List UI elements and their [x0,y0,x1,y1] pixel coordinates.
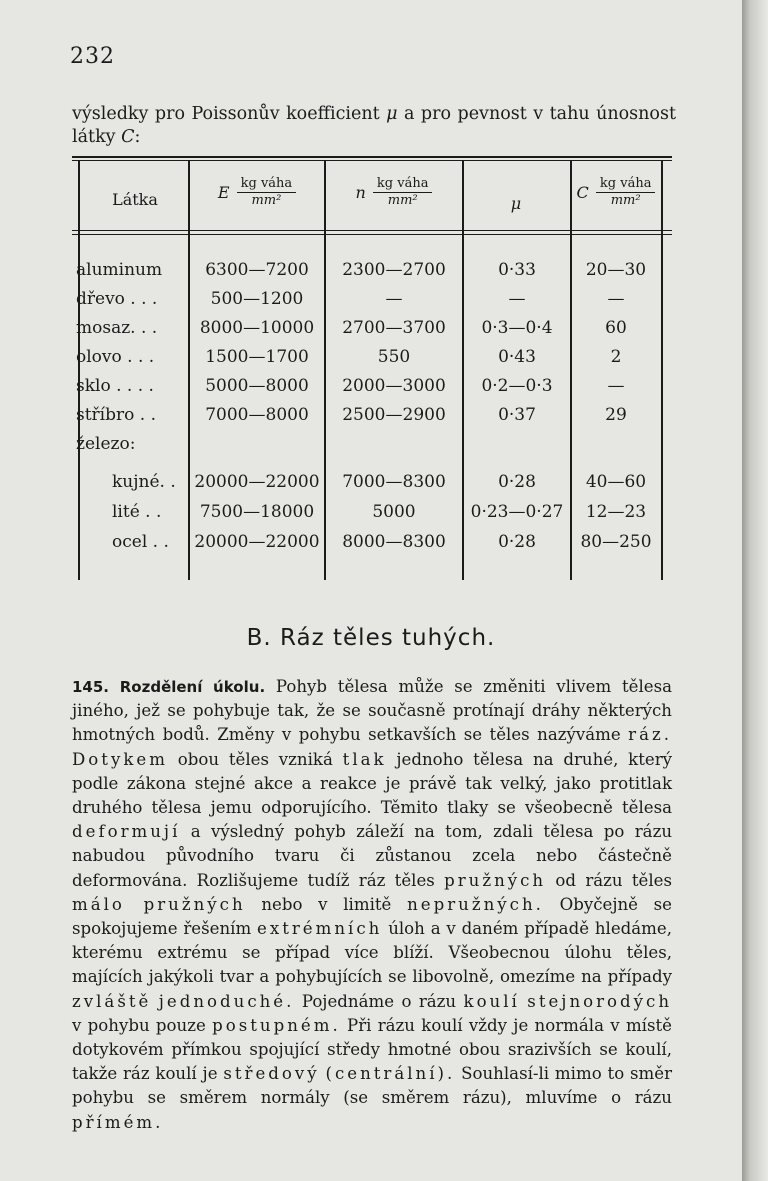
spaced-term: málo pružných [72,894,246,914]
header-e-symbol: E [217,183,230,202]
header-latka: Látka [112,190,158,209]
row-name: kujné. . [112,472,176,492]
unit-num: kg váha [237,176,297,193]
body-span: nebo v limitě [261,894,392,914]
row-mu: 0·3—0·4 [481,318,553,338]
row-e: 7000—8000 [205,405,309,425]
header-mu: μ [510,194,522,213]
section-title: B. Ráz těles tuhých. [246,625,496,651]
spaced-term: koulí [463,991,520,1011]
row-mu: 0·28 [498,532,536,552]
header-e [192,176,322,209]
body-span: Obyčejně se spokojujeme řešením [72,894,673,939]
intro-before: výsledky pro Poissonův koefficient [72,104,380,124]
table-row [0,289,742,318]
page-edge [742,0,768,1181]
row-name: lité . . [112,502,162,522]
intro-after: : [134,127,141,147]
paragraph-title: Rozdělení úkolu. [119,678,266,696]
table-row [0,347,742,376]
row-c: 20—30 [585,260,647,280]
group-label: železo: [76,434,136,454]
row-e: 20000—22000 [194,532,320,552]
row-n: 7000—8300 [342,472,446,492]
body-span: úloh a v daném případě hledáme, kterému extrému se případ více blíží. Všeobecnou úlohu těles, majících jakýkoli tvar a pohybujících se libovolně, omezíme na případy [72,919,673,987]
body-paragraph [72,675,672,1135]
row-e: 1500—1700 [205,347,309,367]
row-mu: 0·43 [498,347,536,367]
spaced-term: tlak [342,749,387,769]
intro-c: C [121,127,135,147]
row-n: 2500—2900 [342,405,446,425]
row-mu: — [508,289,526,309]
row-mu: 0·28 [498,472,536,492]
spaced-term: středový [223,1064,320,1084]
row-e: 500—1200 [210,289,304,309]
table-group-row [0,434,742,463]
header-c [572,176,660,209]
header-rule-2 [72,234,672,235]
unit-num: kg váha [596,176,656,193]
spaced-term: (centrální). [325,1064,456,1084]
header-n-symbol: n [355,183,366,202]
unit-fraction [596,176,656,209]
spaced-term: postupném. [212,1015,341,1035]
unit-den: mm² [387,193,418,208]
header-rule-1 [72,230,672,231]
row-mu: 0·23—0·27 [470,502,564,522]
row-name: stříbro . . [76,405,156,425]
row-mu: 0·33 [498,260,536,280]
row-name: sklo . . . . [76,376,154,396]
spaced-term: pružných [444,870,547,890]
body-span: obou těles vzniká [177,749,333,769]
table-top-rule [72,156,672,158]
row-e: 5000—8000 [205,376,309,396]
spaced-term: nepružných. [407,894,544,914]
unit-den: mm² [610,193,641,208]
spaced-term: jednoduché. [158,991,295,1011]
body-span: a výsledný pohyb záleží na tom, zdali tělesa po rázu nabudou původního tvaru či zůstanou zcela nebo částečně deformována. Rozlišujeme tudíž ráz těles [72,822,673,890]
row-n: 8000—8300 [342,532,446,552]
paragraph-number: 145. [72,678,110,696]
row-c: 12—23 [585,502,647,522]
row-n: — [385,289,403,309]
row-name: aluminum [76,260,163,280]
body-span: jednoho tělesa na druhé, který podle zákona stejné akce a reakce je právě tak velký, jako protitlak druhého tělesa jemu odporujícího. Těmito tlaky se všeobecně tělesa [72,749,673,818]
table-top-rule-inner [72,160,672,161]
spaced-term: Dotykem [72,749,168,769]
row-c: — [607,289,625,309]
row-n: 2300—2700 [342,260,446,280]
body-span: Při rázu koulí vždy je normála v místě dotykovém přímkou spojující středy hmotné obou srazivších se koulí, takže ráz koulí je [72,1015,672,1084]
spaced-term: ráz. [628,725,672,745]
table-row [0,472,742,501]
row-n: 2700—3700 [342,318,446,338]
row-name: mosaz. . . [76,318,158,338]
body-span: v pohybu pouze [72,1015,206,1035]
row-c: 29 [605,405,627,425]
intro-mu: μ [386,104,398,124]
spaced-term: přímém. [72,1112,164,1132]
row-e: 6300—7200 [205,260,309,280]
intro-middle: a pro pevnost v tahu únosnost látky [72,104,676,147]
header-n [328,176,460,209]
unit-den: mm² [251,193,282,208]
spaced-term: stejnorodých [527,991,673,1011]
row-name: ocel . . [112,532,169,552]
row-c: 80—250 [580,532,652,552]
body-span: Pojednáme o rázu [301,991,457,1011]
row-name: dřevo . . . [76,289,158,309]
row-c: 40—60 [585,472,647,492]
spaced-term: extrémních [257,919,383,939]
body-span: Pohyb tělesa může se změniti vlivem tělesa jiného, jež se pohybuje tak, že se současně protínají dráhy některých hmotných bodů. Změny v pohybu setkavších se těles nazýváme [72,677,672,745]
row-c: — [607,376,625,396]
row-e: 8000—10000 [199,318,315,338]
row-e: 20000—22000 [194,472,320,492]
table-row [0,532,742,561]
row-name: olovo . . . [76,347,155,367]
header-c-symbol: C [576,183,589,202]
table-row [0,502,742,531]
unit-fraction [237,176,297,209]
row-n: 5000 [372,502,416,522]
table-row [0,405,742,434]
table-row [0,260,742,289]
row-c: 2 [610,347,622,367]
row-e: 7500—18000 [199,502,315,522]
unit-fraction [373,176,433,209]
intro-text [72,103,676,149]
table-row [0,376,742,405]
spaced-term: deformují [72,822,181,842]
body-span: od rázu těles [555,870,672,890]
table-row [0,318,742,347]
row-mu: 0·2—0·3 [481,376,553,396]
row-mu: 0·37 [498,405,536,425]
unit-num: kg váha [373,176,433,193]
row-n: 2000—3000 [342,376,446,396]
spaced-term: zvláště [72,991,152,1011]
row-c: 60 [605,318,627,338]
page-number: 232 [70,44,115,69]
row-n: 550 [377,347,411,367]
body-span: Souhlasí-li mimo to směr pohybu se směrem normály (se směrem rázu), mluvíme o rázu [72,1064,672,1108]
